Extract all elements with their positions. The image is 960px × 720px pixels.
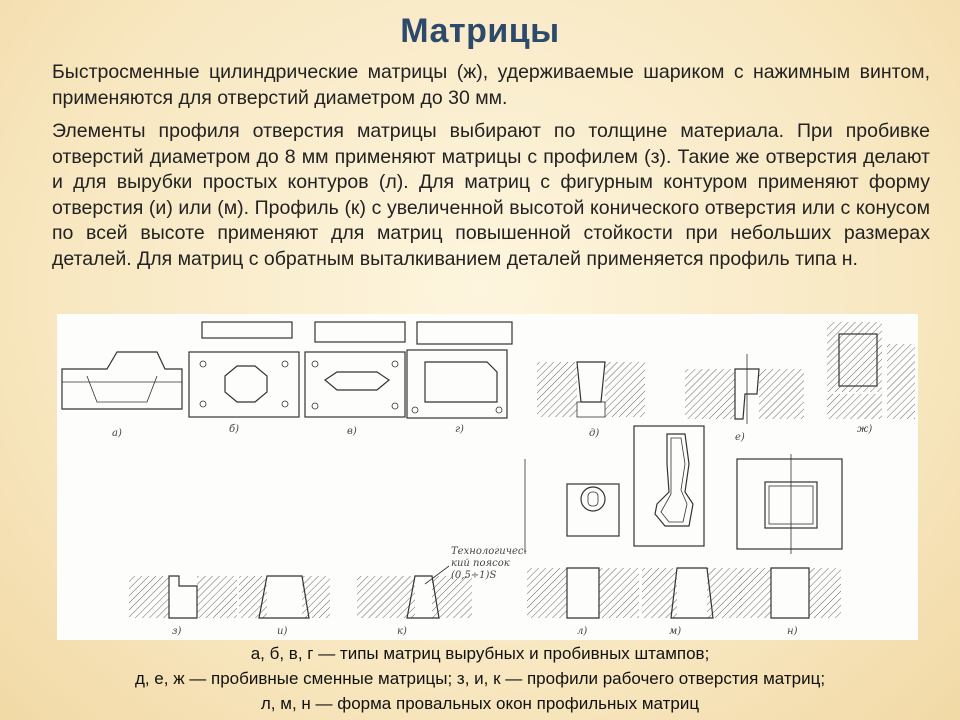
drawing-l [527, 568, 639, 618]
drawing-d [537, 362, 645, 417]
drawing-l-top [525, 459, 619, 554]
drawing-k [357, 576, 472, 618]
annotation-line-3: (0,5÷1)S [451, 570, 497, 581]
label-z: з) [172, 626, 182, 637]
drawing-zh [827, 322, 915, 419]
annotation-line-1: Технологичес- [451, 546, 527, 557]
label-b: б) [229, 424, 240, 435]
label-l: л) [577, 626, 588, 637]
caption-line-3: л, м, н — форма провальных окон профильных матриц [260, 694, 700, 713]
drawing-e [685, 354, 804, 424]
paragraph-quick-change-dies: Быстросменные цилиндрические матрицы (ж), удерживаемые шариком с нажимным винтом, применяются для отверстий диаметром до 30 мм. [52, 61, 930, 109]
drawing-n-top [737, 454, 842, 554]
label-k: к) [397, 626, 407, 637]
label-n: н) [787, 626, 798, 637]
drawing-v [305, 322, 405, 417]
drawing-b [189, 322, 299, 417]
technical-figure [57, 314, 918, 640]
annotation-line-2: кий поясок [451, 558, 510, 569]
label-d: д) [589, 428, 600, 439]
drawing-m [642, 568, 742, 618]
drawing-a [62, 352, 182, 409]
label-a: а) [112, 428, 122, 439]
label-v: в) [347, 426, 357, 437]
drawing-m-top [634, 426, 704, 546]
slide-title: Матрицы [400, 12, 560, 50]
drawing-i [239, 576, 330, 618]
caption-line-1: а, б, в, г — типы матриц вырубных и пробивных штампов; [250, 644, 710, 663]
drawing-g [407, 322, 512, 418]
label-i: и) [277, 626, 288, 637]
label-g: г) [455, 424, 464, 435]
label-zh: ж) [857, 424, 873, 435]
label-m: м) [669, 626, 682, 637]
drawing-z [129, 576, 237, 618]
caption-line-2: д, е, ж — пробивные сменные матрицы; з, и, к — профили рабочего отверстия матриц; [134, 669, 826, 688]
label-e: е) [735, 432, 745, 443]
paragraph-profile-elements: Элементы профиля отверстия матрицы выбирают по толщине материала. При пробивке отверстий диаметром до 8 мм применяют матрицы с профилем (з). Такие же отверстия делают и для вырубки простых контуров (л). Для матриц с фигурным контуром применяют форму отверстия (и) или (м). Профиль (к) с увеличенной высотой конического отверстия или с конусом по всей высоте применяют для матриц повышенной стойкости при небольших размерах деталей. Для матриц с обратным выталкиванием деталей применяется профиль типа н. [52, 120, 930, 270]
drawing-n [739, 568, 841, 618]
die-drawings [57, 314, 918, 640]
